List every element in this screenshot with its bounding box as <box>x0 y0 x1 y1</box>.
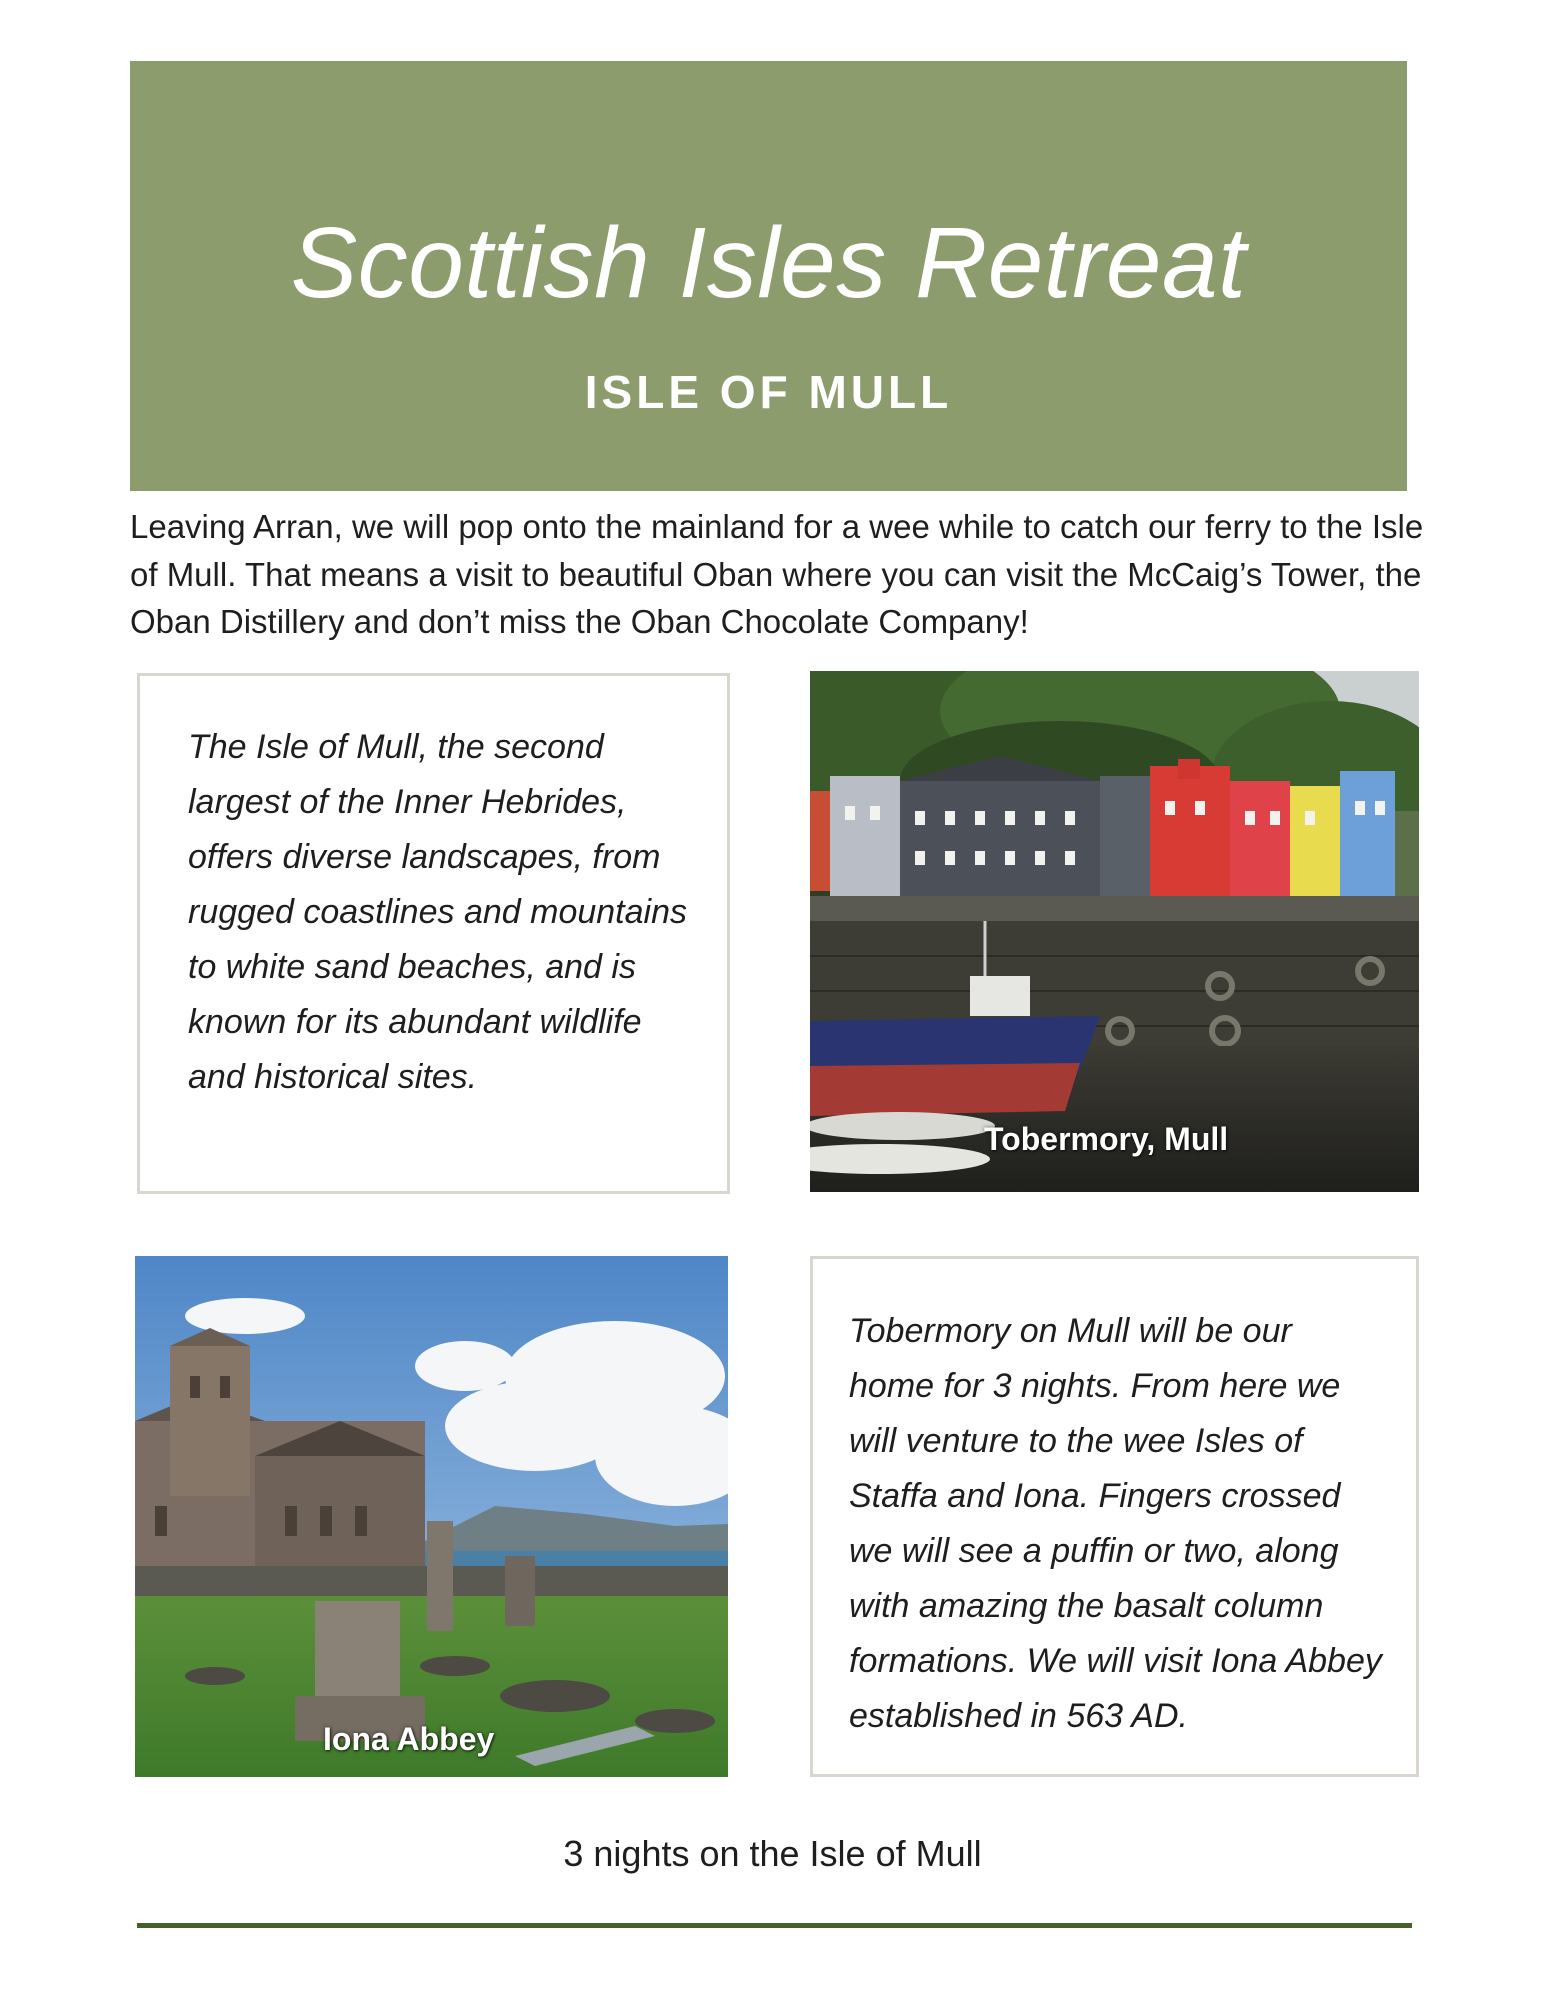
iona-abbey-caption: Iona Abbey <box>323 1721 495 1757</box>
tobermory-stay-box <box>810 1256 1419 1777</box>
footer-divider <box>137 1923 1412 1928</box>
mull-description-box <box>137 673 730 1194</box>
tobermory-caption: Tobermory, Mull <box>984 1121 1229 1157</box>
header-banner <box>130 61 1407 491</box>
page-subtitle: ISLE OF MULL <box>584 366 953 418</box>
page-title: Scottish Isles Retreat <box>290 207 1247 319</box>
abbey-photo-illustration <box>135 1256 728 1777</box>
tobermory-stay-text: Tobermory on Mull will be our home for 3 nights. From here we will venture to the wee Isles of Staffa and Iona. Fingers crossed we will see a puffin or two, along with amazing the basalt column formations. We will visit Iona Abbey established in 563 AD. <box>849 1312 1382 1735</box>
intro-paragraph: Leaving Arran, we will pop onto the mainland for a wee while to catch our ferry to the Isle of Mull. That means a visit to beautiful Oban where you can visit the McCaig’s Tower, the Oban Distillery and don’t miss the Oban Chocolate Company! <box>130 508 1424 640</box>
tobermory-photo <box>810 671 1419 1192</box>
footer-note: 3 nights on the Isle of Mull <box>563 1833 982 1874</box>
mull-description-text: The Isle of Mull, the second largest of the Inner Hebrides, offers diverse landscapes, from rugged coastlines and mountains to white sand beaches, and is known for its abundant wildlife and historical sites. <box>188 728 687 1096</box>
harbour-photo-illustration <box>810 671 1419 1192</box>
iona-abbey-photo <box>135 1256 728 1777</box>
